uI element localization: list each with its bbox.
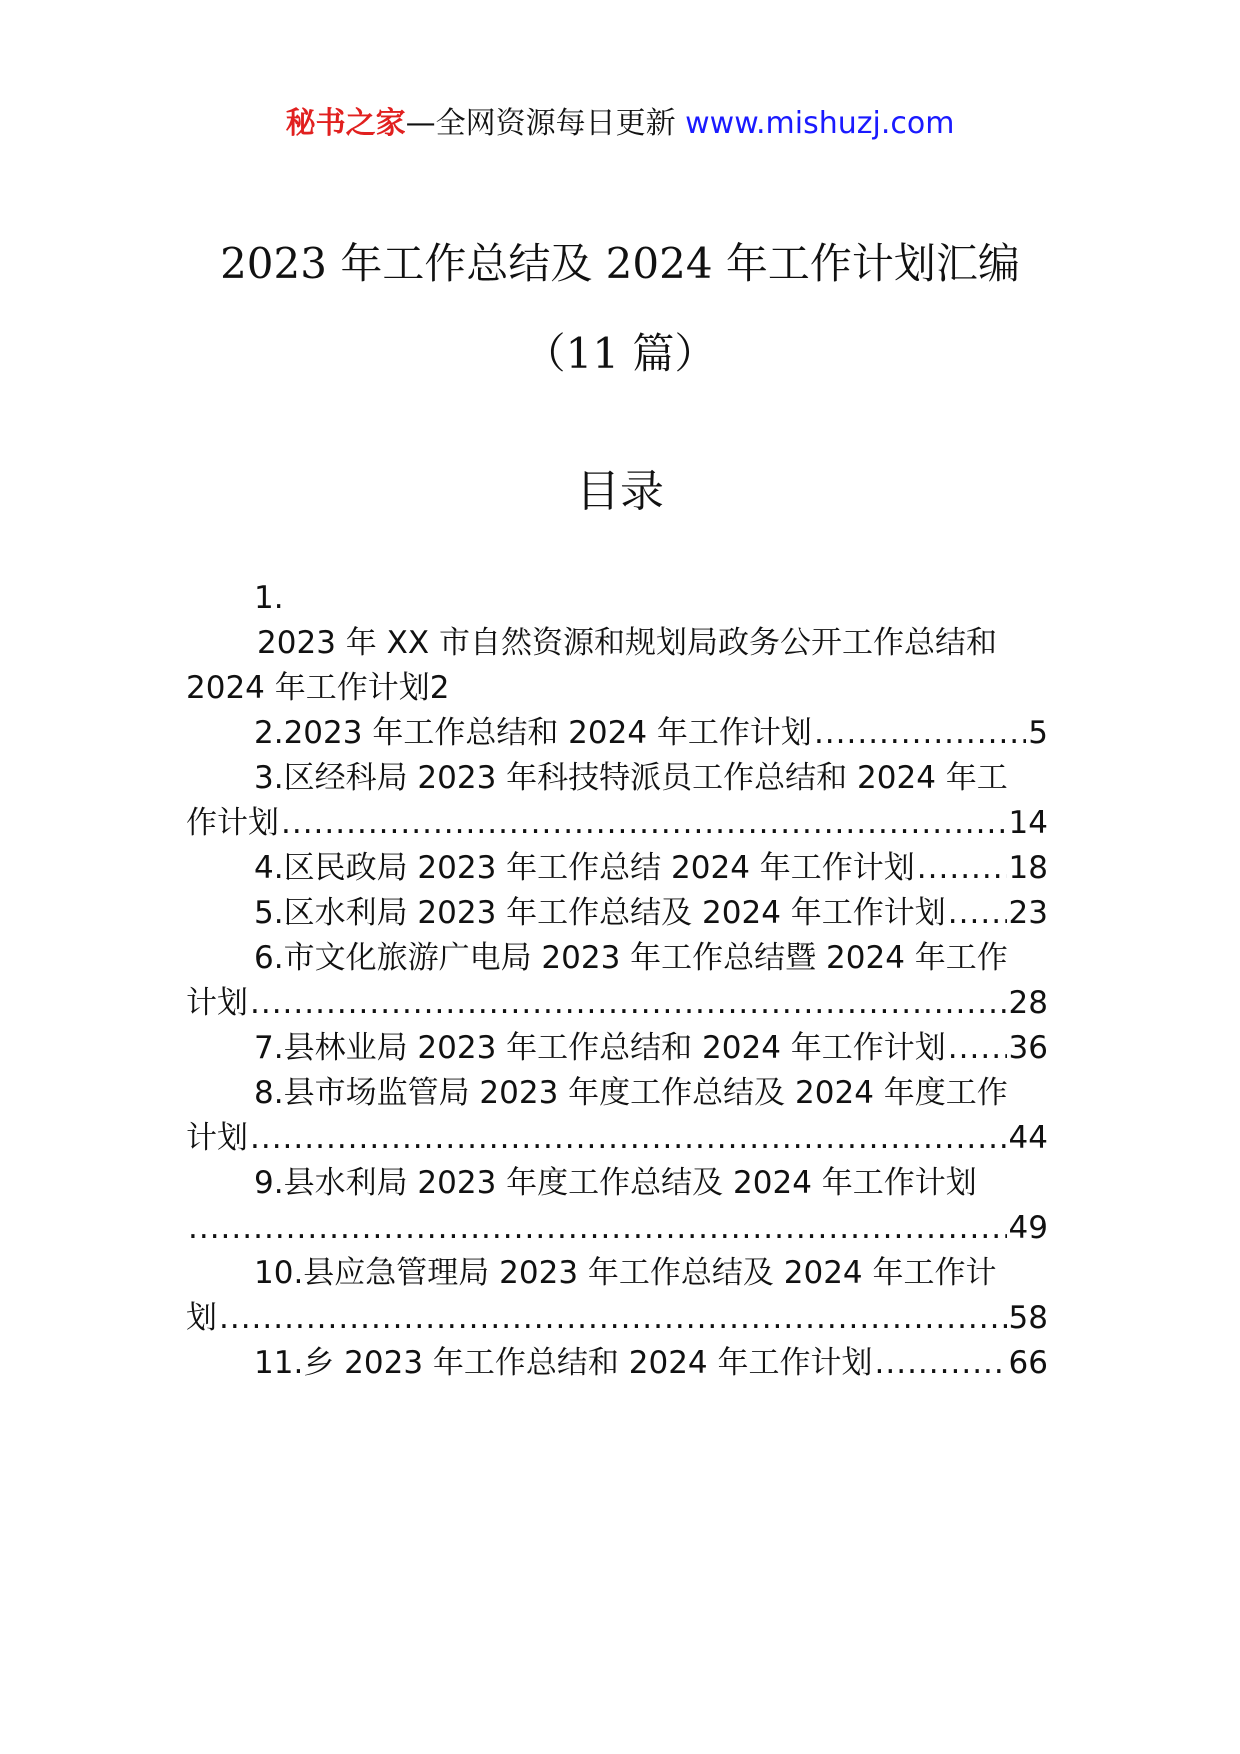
toc-entry-8-text: 8.县市场监管局 2023 年度工作总结及 2024 年度工作	[254, 1075, 1008, 1111]
toc-entry-7[interactable]	[186, 1026, 1048, 1071]
toc-entry-11-text: 11.乡 2023 年工作总结和 2024 年工作计划	[254, 1345, 873, 1381]
brand-name: 秘书之家	[285, 106, 406, 141]
toc-entry-3-page: 14	[1008, 805, 1048, 841]
toc-entry-8-line-1[interactable]	[186, 1071, 1048, 1116]
toc-entry-6-line-2[interactable]	[186, 981, 1048, 1026]
toc-leader-dots	[875, 1341, 1007, 1386]
toc-entry-3-text: 3.区经科局 2023 年科技特派员工作总结和 2024 年工	[254, 760, 1008, 796]
toc-entry-1-line-3[interactable]	[186, 666, 1048, 711]
toc-entry-8-line-2[interactable]	[186, 1116, 1048, 1161]
toc-entry-1-text: 1.	[254, 580, 284, 616]
toc-entry-6-line-1[interactable]	[186, 936, 1048, 981]
toc-leader-dots	[917, 846, 1007, 891]
toc-entry-7-text: 7.县林业局 2023 年工作总结和 2024 年工作计划	[254, 1030, 946, 1066]
toc-entry-11-page: 66	[1008, 1345, 1048, 1381]
toc-entry-6-page: 28	[1008, 985, 1048, 1021]
toc-entry-4-text: 4.区民政局 2023 年工作总结 2024 年工作计划	[254, 850, 915, 886]
toc-entry-11[interactable]	[186, 1341, 1048, 1386]
site-url-link[interactable]: www.mishuzj.com	[685, 106, 955, 141]
toc-entry-7-page: 36	[1008, 1030, 1048, 1066]
toc-entry-1-text-cont: 2023 年 XX 市自然资源和规划局政务公开工作总结和	[257, 625, 997, 661]
toc-entry-5[interactable]	[186, 891, 1048, 936]
toc-entry-5-text: 5.区水利局 2023 年工作总结及 2024 年工作计划	[254, 895, 946, 931]
toc-entry-1-page: 2	[429, 670, 450, 706]
toc-leader-dots	[250, 981, 1007, 1026]
toc-entry-10-text-end: 划	[186, 1300, 217, 1336]
toc-entry-6-text-end: 计划	[186, 985, 248, 1021]
toc-leader-dots	[948, 1026, 1007, 1071]
header-slogan: —全网资源每日更新	[405, 106, 676, 141]
toc-entry-9-page: 49	[1008, 1210, 1048, 1246]
toc-entry-10-text: 10.县应急管理局 2023 年工作总结及 2024 年工作计	[254, 1255, 997, 1291]
toc-leader-dots	[281, 801, 1007, 846]
toc-entry-8-page: 44	[1008, 1120, 1048, 1156]
toc-entry-6-text: 6.市文化旅游广电局 2023 年工作总结暨 2024 年工作	[254, 940, 1008, 976]
toc-entry-2-text: 2.2023 年工作总结和 2024 年工作计划	[254, 715, 812, 751]
toc-entry-9-line-2[interactable]	[186, 1206, 1048, 1251]
toc-leader-dots	[814, 711, 1026, 756]
toc-entry-3-line-1[interactable]	[186, 756, 1048, 801]
site-header	[0, 100, 1240, 148]
toc-entry-9-line-1[interactable]	[186, 1161, 1048, 1206]
toc-leader-dots	[948, 891, 1007, 936]
toc-heading: 目录	[576, 466, 664, 517]
toc-entry-2-page: 5	[1028, 715, 1048, 751]
toc-entry-10-line-1[interactable]	[186, 1251, 1048, 1296]
toc-leader-dots	[188, 1206, 1007, 1251]
document-title: 2023 年工作总结及 2024 年工作计划汇编	[220, 239, 1020, 288]
toc-entry-3-line-2[interactable]	[186, 801, 1048, 846]
toc-entry-4-page: 18	[1008, 850, 1048, 886]
toc-entry-1-line-1[interactable]	[186, 576, 1048, 621]
toc-leader-dots	[250, 1116, 1007, 1161]
toc-entry-3-text-end: 作计划	[186, 805, 279, 841]
table-of-contents	[186, 576, 1048, 1386]
toc-entry-10-page: 58	[1008, 1300, 1048, 1336]
toc-entry-4[interactable]	[186, 846, 1048, 891]
toc-entry-9-text: 9.县水利局 2023 年度工作总结及 2024 年工作计划	[254, 1165, 977, 1201]
toc-entry-8-text-end: 计划	[186, 1120, 248, 1156]
toc-entry-2[interactable]	[186, 711, 1048, 756]
toc-leader-dots	[219, 1296, 1007, 1341]
toc-entry-5-page: 23	[1008, 895, 1048, 931]
document-subtitle: （11 篇）	[523, 329, 717, 378]
toc-entry-1-text-end: 2024 年工作计划	[186, 670, 430, 706]
toc-entry-1-line-2[interactable]	[186, 621, 1048, 666]
toc-entry-10-line-2[interactable]	[186, 1296, 1048, 1341]
